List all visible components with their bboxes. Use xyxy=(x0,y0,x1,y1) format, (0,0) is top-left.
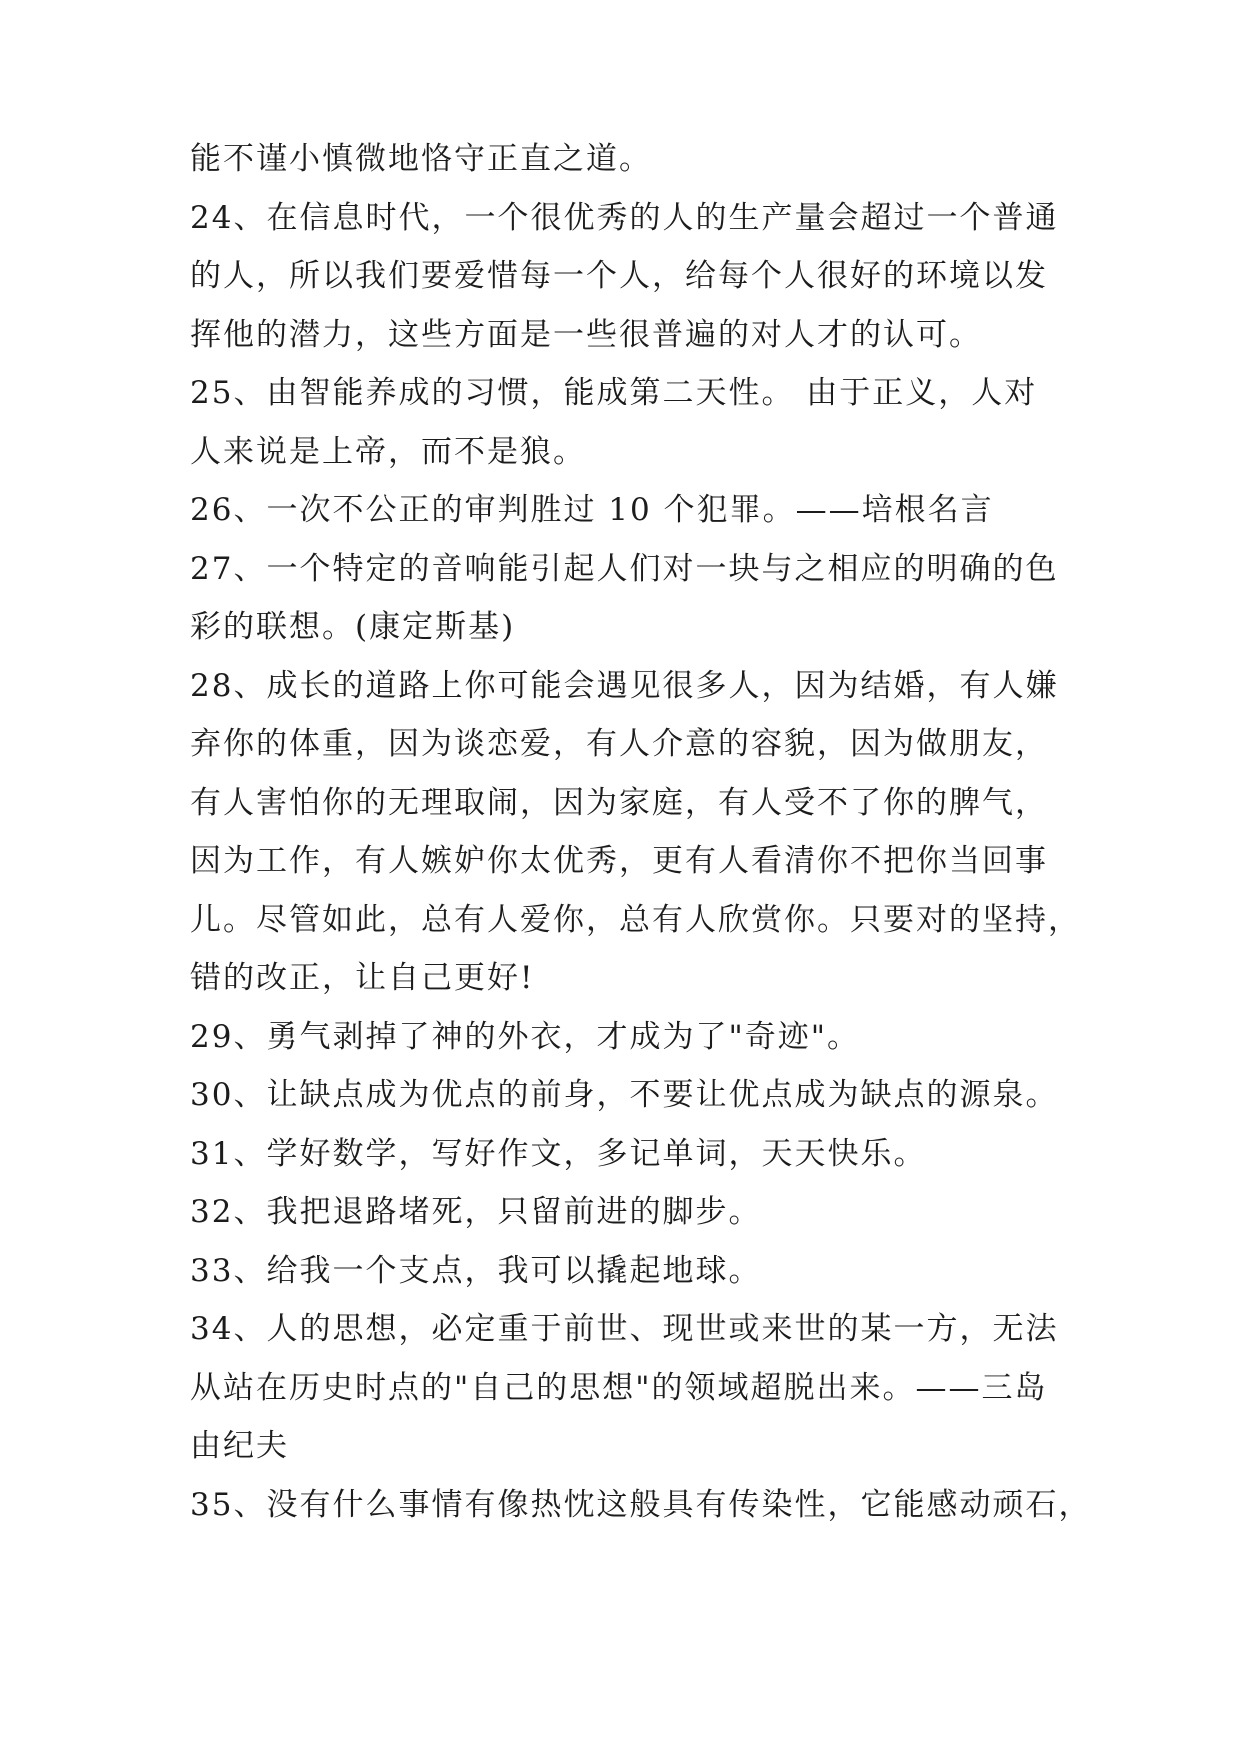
text-line: 人来说是上帝，而不是狼。 xyxy=(190,433,586,470)
text-line: 27、一个特定的音响能引起人们对一块与之相应的明确的色 xyxy=(190,550,1059,587)
text-line: 26、一次不公正的审判胜过 10 个犯罪。——培根名言 xyxy=(190,492,994,528)
text-line: 因为工作，有人嫉妒你太优秀，更有人看清你不把你当回事 xyxy=(190,843,1048,879)
text-line: 从站在历史时点的"自己的思想"的领域超脱出来。——三岛 xyxy=(190,1369,1048,1406)
text-line: 34、人的思想，必定重于前世、现世或来世的某一方，无法 xyxy=(190,1311,1059,1347)
text-line: 33、给我一个支点，我可以撬起地球。 xyxy=(190,1252,762,1289)
text-line: 彩的联想。(康定斯基) xyxy=(190,609,516,645)
text-line: 挥他的潜力，这些方面是一些很普遍的对人才的认可。 xyxy=(190,316,982,353)
document-body xyxy=(190,130,1092,1534)
text-line: 30、让缺点成为优点的前身，不要让优点成为缺点的源泉。 xyxy=(190,1077,1059,1113)
text-line: 弃你的体重，因为谈恋爱，有人介意的容貌，因为做朋友， xyxy=(190,726,1048,762)
text-line: 28、成长的道路上你可能会遇见很多人，因为结婚，有人嫌 xyxy=(190,667,1059,704)
text-line: 25、由智能养成的习惯，能成第二天性。 由于正义，人对 xyxy=(190,375,1038,411)
text-line: 24、在信息时代，一个很优秀的人的生产量会超过一个普通 xyxy=(190,199,1059,236)
text-line: 的人，所以我们要爱惜每一个人，给每个人很好的环境以发 xyxy=(190,258,1048,294)
text-line: 错的改正，让自己更好! xyxy=(190,960,535,996)
text-line: 能不谨小慎微地恪守正直之道。 xyxy=(190,141,652,177)
text-line: 35、没有什么事情有像热忱这般具有传染性，它能感动顽石， xyxy=(190,1486,1092,1523)
text-line: 29、勇气剥掉了神的外衣，才成为了"奇迹"。 xyxy=(190,1018,860,1055)
text-line: 31、学好数学，写好作文，多记单词，天天快乐。 xyxy=(190,1135,927,1172)
text-line: 儿。尽管如此，总有人爱你，总有人欣赏你。只要对的坚持， xyxy=(190,901,1081,938)
text-line: 有人害怕你的无理取闹，因为家庭，有人受不了你的脾气， xyxy=(190,784,1048,821)
text-line: 32、我把退路堵死，只留前进的脚步。 xyxy=(190,1194,762,1230)
text-line: 由纪夫 xyxy=(190,1428,289,1464)
